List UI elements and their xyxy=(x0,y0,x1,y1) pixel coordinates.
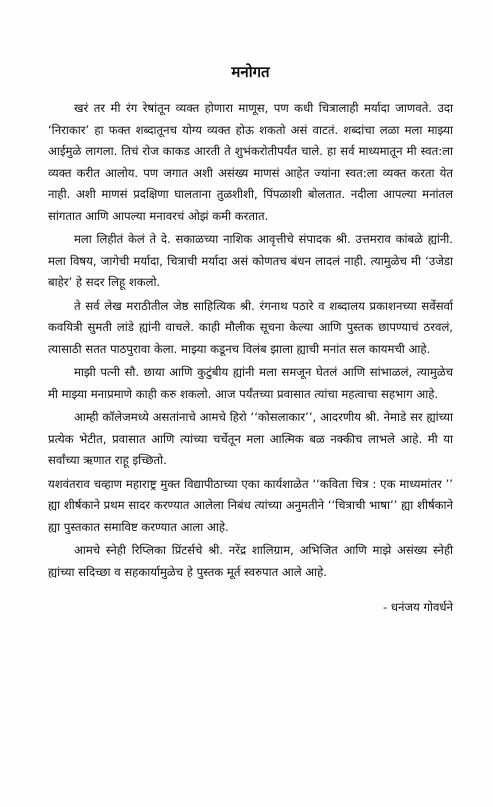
paragraph-7: आमचे स्नेही रिप्लिका प्रिंटर्सचे श्री. नरेंद्र शालिग्राम, अभिजित आणि माझे असंख्य स्नेही ह्यांच्या सदिच्छा व सहकार्यामुळेच हे पुस्तक मूर्त स्वरुपात आले आहे. xyxy=(48,543,453,579)
page-title: मनोगत xyxy=(231,63,270,81)
paragraph-5: आम्ही कॉलेजमध्ये असतांनाचे आमचे हिरो ‘‘कोसलाकार’’, आदरणीय श्री. नेमाडे सर ह्यांच्या प्रत्येक भेटीत, प्रवासात आणि त्यांच्या चर्चेतून मला आत्मिक बळ नक्कीच लाभले आहे. मी या सर्वांच्या ऋणात राहू इच्छितो. xyxy=(48,410,453,467)
paragraph-3: ते सर्व लेख मराठीतील जेष्ठ साहित्यिक श्री. रंगनाथ पठारे व शब्दालय प्रकाशनच्या सर्वेसर्वा कवयित्री सुमती लांडे ह्यांनी वाचले. काही मौलीक सूचना केल्या आणि पुस्तक छापण्याचं ठरवलं, त्यासाठी सतत पाठपुरावा केला. माझ्या कडूनच विलंब झाला ह्याची मनांत सल कायमची आहे. xyxy=(48,298,453,356)
paragraph-1: खरं तर मी रंग रेषांतून व्यक्त होणारा माणूस, पण कधी चित्रालाही मर्यादा जाणवते. उदा ‘निराकार’ हा फक्त शब्दातूनच योग्य व्यक्त होऊ शकतो असं वाटतं. शब्दांचा लळा मला माझ्या आईमुळे लागला. तिचं रोज काकड आरती ते शुभंकरोतीपर्यंत चाले. हा सर्व माध्यमातून मी स्वत:ला व्यक्त करीत आलोय. पण जगात अशी असंख्य माणसं आहेत ज्यांना स्वत:ला व्यक्त करता येत नाही. अशी माणसं प्रदक्षिणा घालताना तुळशीशी, पिंपळाशी बोलतात. नदीला आपल्या मनांतल सांगतात आणि आपल्या मनावरचं ओझं कमी करतात. xyxy=(48,101,453,223)
paragraph-4: माझी पत्नी सौ. छाया आणि कुटुंबीय ह्यांनी मला समजून घेतलं आणि सांभाळलं, त्यामुळेच मी माझ्या मनाप्रमाणे काही करु शकलो. आज पर्यंतच्या प्रवासात त्यांचा महत्वाचा सहभाग आहे. xyxy=(48,365,453,401)
paragraph-6: यशवंतराव चव्हाण महाराष्ट्र मुक्त विद्यापीठाच्या एका कार्यशाळेत ‘‘कविता चित्र : एक माध्यमांतर ’’ ह्या शीर्षकाने प्रथम सादर करण्यात आलेला निबंध त्यांच्या अनुमतीने ‘‘चित्राची भाषा’’ ह्या शीर्षकाने ह्या पुस्तकात समाविष्ट करण्यात आला आहे. xyxy=(48,476,453,534)
author-signature: - धनंजय गोवर्धने xyxy=(383,600,453,614)
paragraph-2: मला लिहीतं केलं ते दे. सकाळच्या नाशिक आवृत्तीचे संपादक श्री. उत्तमराव कांबळे ह्यांनी. मला विषय, जागेची मर्यादा, चित्राची मर्यादा असं कोणतच बंधन लादलं नाही. त्यामुळेच मी ‘उजेडा बाहेर’ हे सदर लिहू शकलो. xyxy=(48,232,453,289)
